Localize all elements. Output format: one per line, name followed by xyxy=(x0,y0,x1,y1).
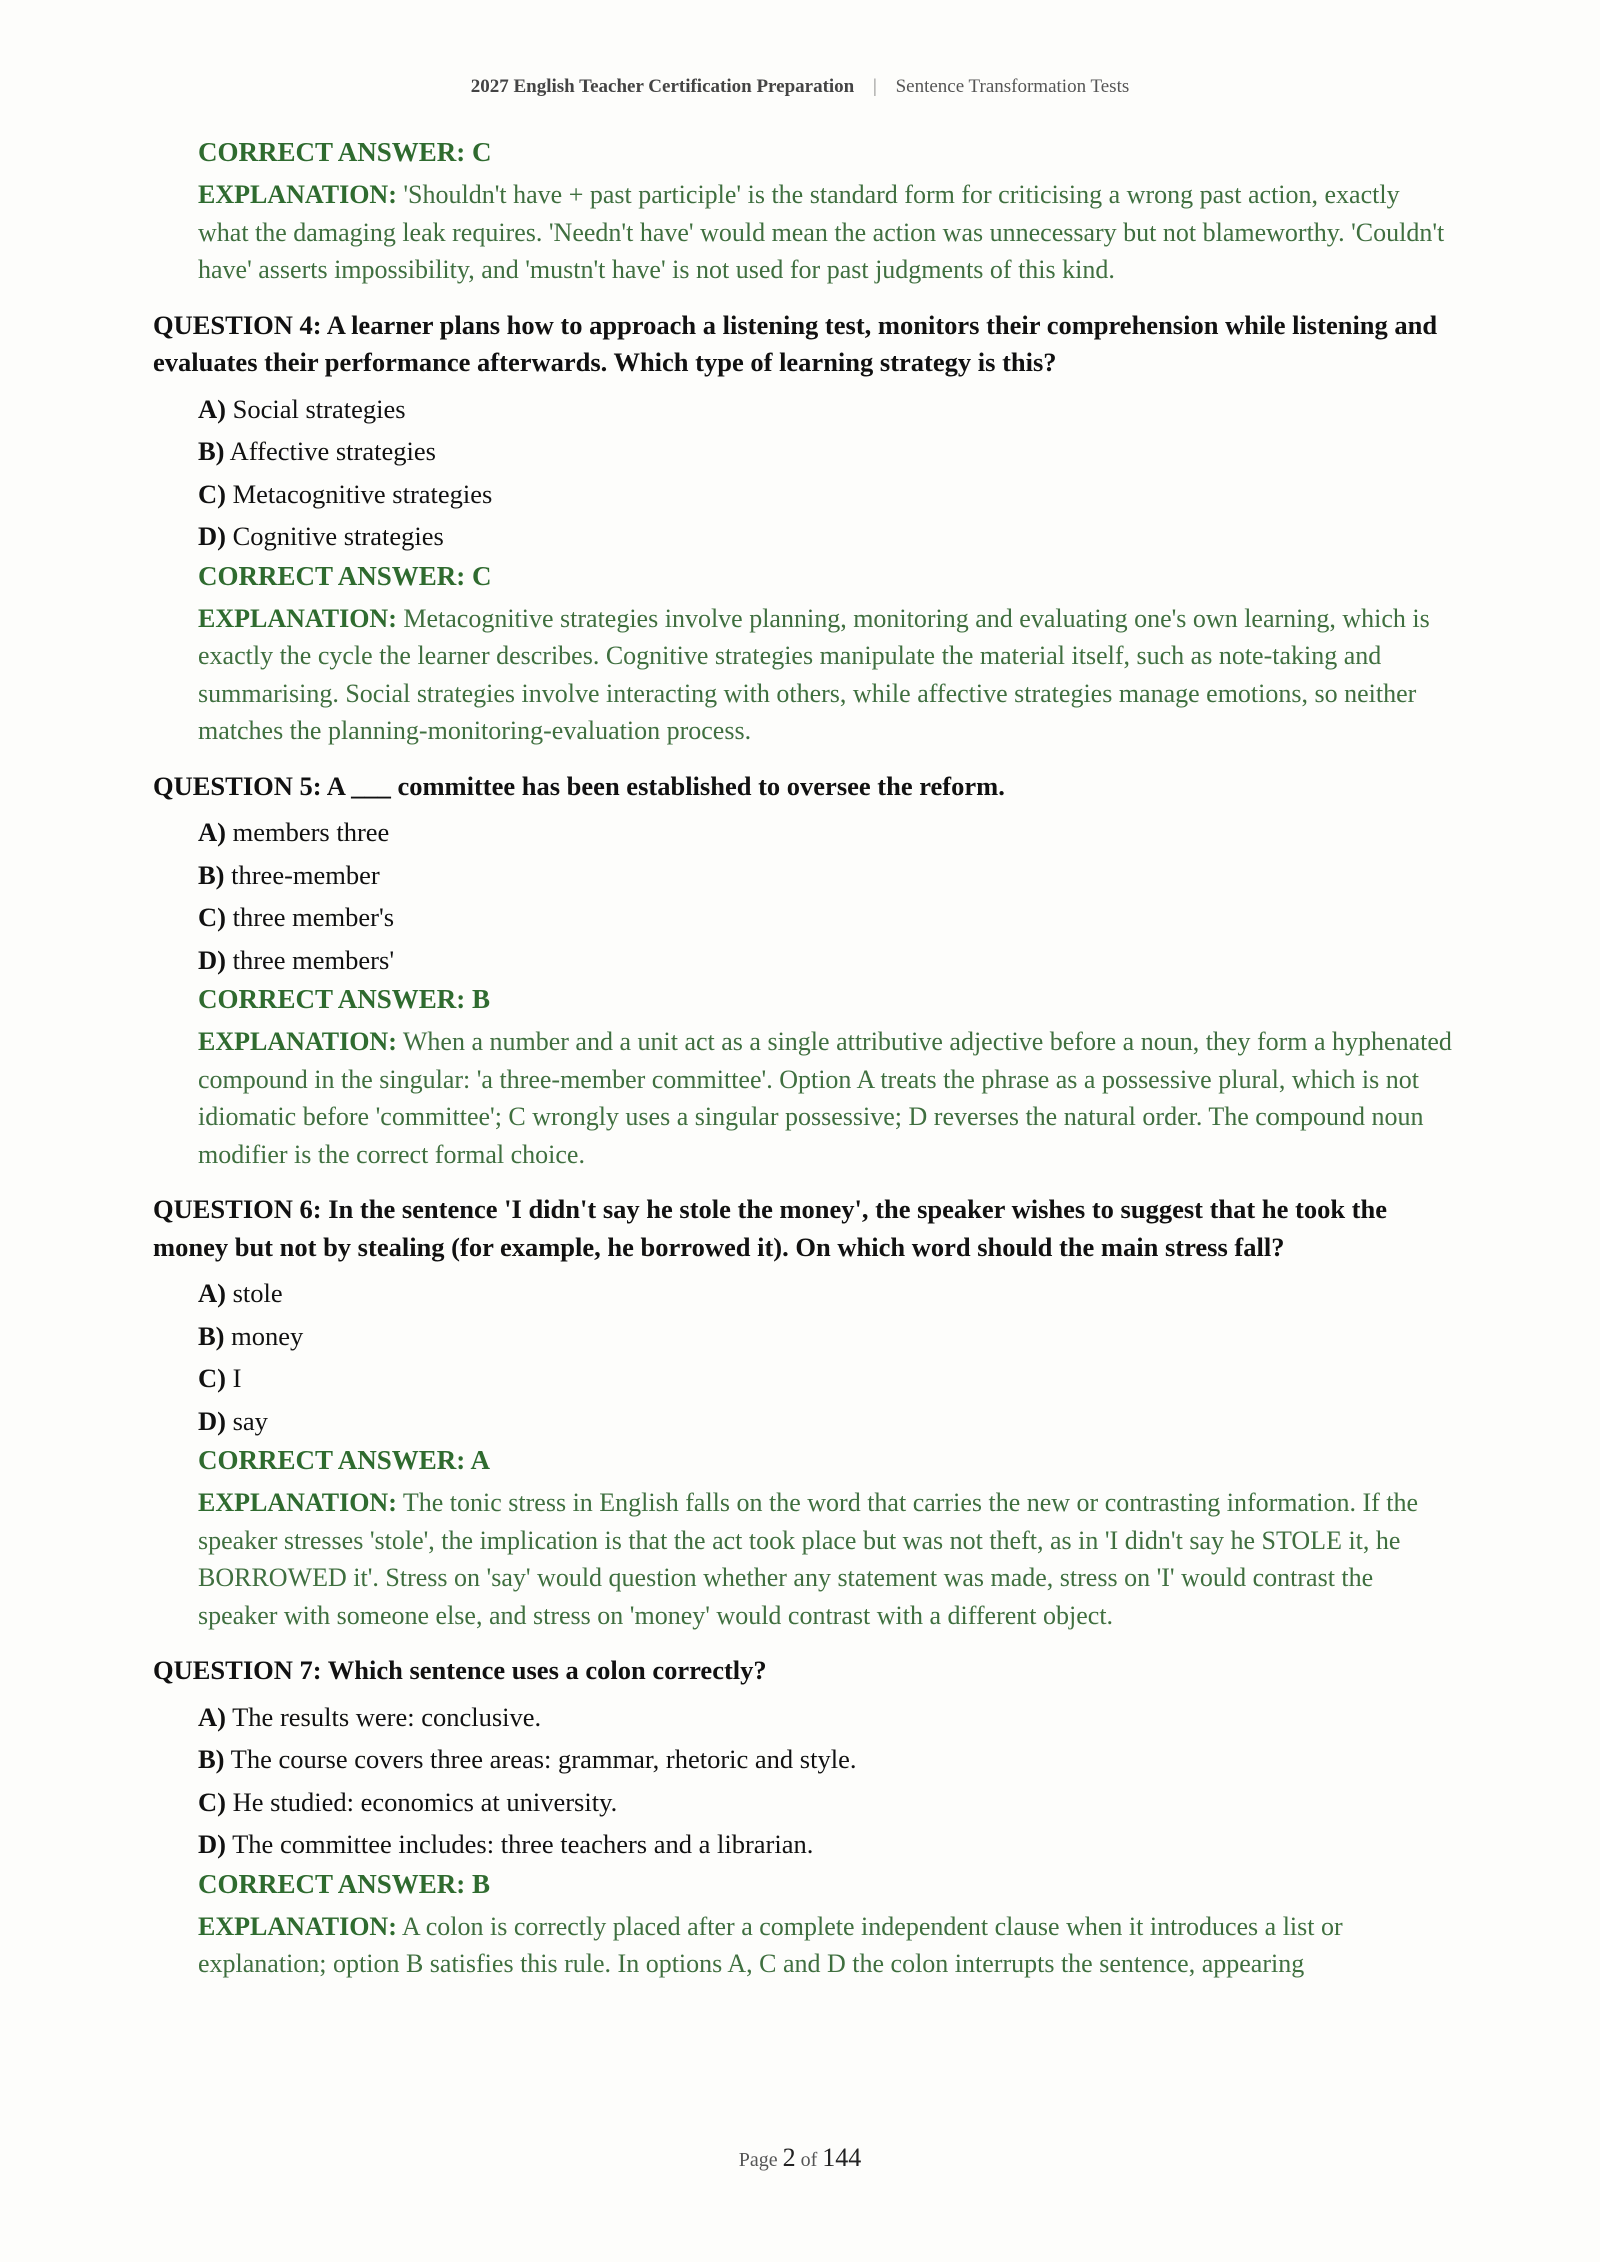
option-letter: B) xyxy=(198,436,225,466)
option-letter: A) xyxy=(198,817,226,847)
option-letter: D) xyxy=(198,1405,226,1436)
option-text: three-member xyxy=(224,859,380,890)
option xyxy=(198,1781,1453,1824)
option-letter: D) xyxy=(198,521,226,551)
option-letter: D) xyxy=(198,1829,226,1859)
option xyxy=(198,1823,1453,1866)
explanation-label: EXPLANATION: xyxy=(198,603,397,633)
explanation-label: EXPLANATION: xyxy=(198,1911,397,1941)
option-text: three members' xyxy=(225,944,395,975)
option-letter: C) xyxy=(198,478,226,509)
option xyxy=(198,1272,1453,1315)
question-block xyxy=(153,768,1453,1174)
option xyxy=(198,430,1453,473)
explanation-text: A colon is correctly placed after a complete independent clause when it introduces a list or explanation; option B satisfies this rule. In options A, C and D the colon interrupts the sentence, appearing xyxy=(198,1911,1343,1978)
option xyxy=(198,1315,1453,1358)
option-text: Social strategies xyxy=(225,393,406,424)
question-text: QUESTION 7: Which sentence uses a colon correctly? xyxy=(153,1655,767,1685)
option-letter: C) xyxy=(198,1363,226,1393)
option xyxy=(198,1696,1453,1739)
option-text: The results were: conclusive. xyxy=(225,1701,542,1732)
option-text: The course covers three areas: grammar, rhetoric and style. xyxy=(224,1744,857,1774)
question-text: QUESTION 4: A learner plans how to approach a listening test, monitors their comprehension while listening and evaluates their performance afterwards. Which type of learning strategy is this? xyxy=(153,309,1438,377)
correct-answer: CORRECT ANSWER: B xyxy=(198,984,491,1014)
explanation xyxy=(198,600,1453,750)
explanation xyxy=(198,1908,1453,1983)
option xyxy=(198,515,1453,558)
option-text: He studied: economics at university. xyxy=(225,1786,618,1817)
page-number: 2 xyxy=(782,2143,796,2172)
explanation xyxy=(198,1484,1453,1634)
option xyxy=(198,1357,1453,1400)
correct-answer: CORRECT ANSWER: A xyxy=(198,1445,491,1475)
explanation-label: EXPLANATION: xyxy=(198,1488,397,1517)
page-word: Page xyxy=(738,2149,778,2171)
correct-answer: CORRECT ANSWER: B xyxy=(198,1868,491,1899)
question-block xyxy=(153,1191,1453,1634)
option-letter: C) xyxy=(198,902,226,932)
option-text: stole xyxy=(225,1278,283,1308)
option-letter: A) xyxy=(198,1701,226,1732)
option xyxy=(198,896,1453,939)
option-letter: B) xyxy=(198,1744,225,1774)
page-header xyxy=(0,76,1600,98)
explanation-text: The tonic stress in English falls on the word that carries the new or contrasting information. If the speaker stresses 'stole', the implication is that the act took place but was not theft, as in 'I didn't say he STOLE it, he BORROWED it'. Stress on 'say' would question whether any statement was made, stress on 'I' would contrast the speaker with someone else, and stress on 'money' would contrast with a different object. xyxy=(198,1488,1419,1630)
option xyxy=(198,388,1453,431)
explanation-label: EXPLANATION: xyxy=(198,1027,397,1056)
option-text: Metacognitive strategies xyxy=(225,478,493,509)
explanation-text: When a number and a unit act as a single attributive adjective before a noun, they form a hyphenated compound in the singular: 'a three-member committee'. Option A treats the phrase as a possessive plural, which is not idiomatic before 'committee'; C wrongly uses a singular possessive; D reverses the natural order. The compound noun modifier is the correct formal choice. xyxy=(198,1027,1452,1169)
option xyxy=(198,1738,1453,1781)
page-total: 144 xyxy=(822,2143,862,2172)
option xyxy=(198,939,1453,982)
option-letter: A) xyxy=(198,1278,226,1308)
page-footer xyxy=(0,2143,1600,2173)
option-text: Cognitive strategies xyxy=(225,521,444,551)
page-content xyxy=(153,134,1453,2001)
explanation-label: EXPLANATION: xyxy=(198,180,397,209)
option-letter: B) xyxy=(198,1320,225,1351)
option-text: three member's xyxy=(225,902,395,932)
option-text: I xyxy=(225,1363,242,1393)
correct-answer: CORRECT ANSWER: C xyxy=(198,137,492,167)
option-letter: B) xyxy=(198,859,225,890)
option-letter: C) xyxy=(198,1786,226,1817)
header-title: 2027 English Teacher Certification Preparation xyxy=(470,76,855,97)
option-text: members three xyxy=(225,817,390,847)
option xyxy=(198,854,1453,897)
explanation xyxy=(198,176,1453,289)
question-block xyxy=(153,1652,1453,1983)
option-text: The committee includes: three teachers and a librarian. xyxy=(225,1829,814,1859)
question-text: QUESTION 6: In the sentence 'I didn't say he stole the money', the speaker wishes to suggest that he took the money but not by stealing (for example, he borrowed it). On which word should the main stress fall? xyxy=(153,1194,1388,1262)
option xyxy=(198,1400,1453,1443)
option-letter: A) xyxy=(198,393,226,424)
option xyxy=(198,473,1453,516)
option-text: say xyxy=(225,1405,268,1436)
question-block xyxy=(153,307,1453,750)
explanation-text: Metacognitive strategies involve planning, monitoring and evaluating one's own learning, which is exactly the cycle the learner describes. Cognitive strategies manipulate the material itself, such as note-taking and summarising. Social strategies involve interacting with others, while affective strategies manage emotions, so neither matches the planning-monitoring-evaluation process. xyxy=(198,603,1430,745)
option xyxy=(198,811,1453,854)
header-subtitle: Sentence Transformation Tests xyxy=(895,76,1130,97)
explanation-text: 'Shouldn't have + past participle' is the standard form for criticising a wrong past action, exactly what the damaging leak requires. 'Needn't have' would mean the action was unnecessary but not blameworthy. 'Couldn't have' asserts impossibility, and 'mustn't have' is not used for past judgments of this kind. xyxy=(198,180,1445,284)
question-text: QUESTION 5: A ___ committee has been established to oversee the reform. xyxy=(153,770,1005,801)
of-word: of xyxy=(800,2149,818,2171)
option-letter: D) xyxy=(198,944,226,975)
header-separator: | xyxy=(873,76,877,97)
option-text: money xyxy=(224,1320,304,1351)
option-text: Affective strategies xyxy=(224,436,436,466)
correct-answer: CORRECT ANSWER: C xyxy=(198,560,492,591)
explanation xyxy=(198,1023,1453,1173)
